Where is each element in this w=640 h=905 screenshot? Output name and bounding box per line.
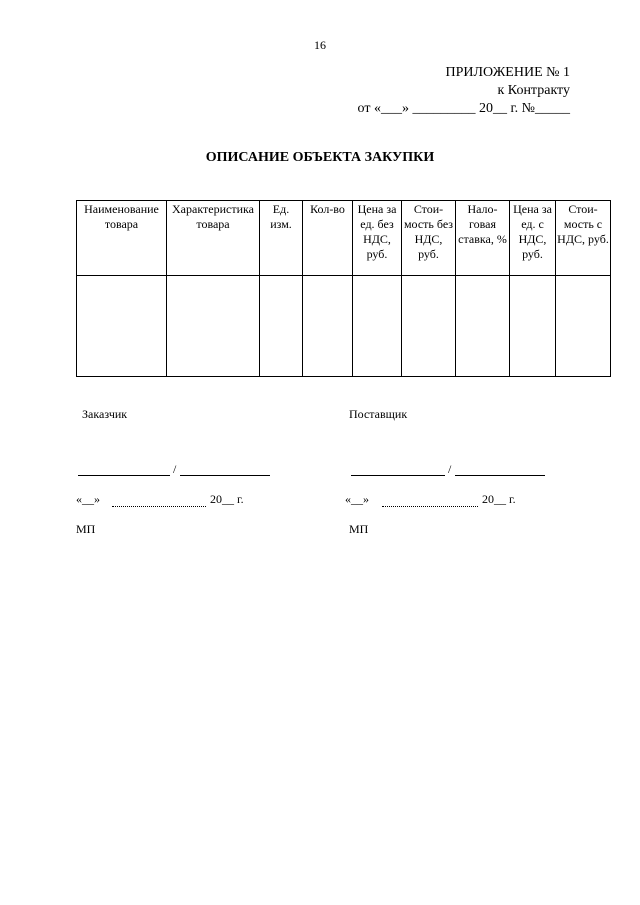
table-cell[interactable] — [167, 276, 260, 377]
page-number: 16 — [314, 38, 326, 52]
header-price-with-vat: Цена за ед. с НДС, руб. — [510, 201, 556, 276]
header-product-name: Наименование товара — [77, 201, 167, 276]
appendix-number: ПРИЛОЖЕНИЕ № 1 — [445, 65, 570, 80]
customer-date-day: «__» — [76, 492, 100, 506]
supplier-signature-slash: / — [448, 462, 452, 476]
header-tax-rate: Нало- говая ставка, % — [456, 201, 510, 276]
supplier-date-year: 20__ г. — [482, 492, 516, 506]
appendix-date-line: от «___» _________ 20__ г. №_____ — [357, 101, 570, 116]
customer-date-month-line[interactable] — [112, 505, 206, 507]
table-cell[interactable] — [303, 276, 353, 377]
procurement-table — [76, 200, 611, 377]
header-characteristics: Характеристика товара — [167, 201, 260, 276]
table-cell[interactable] — [260, 276, 303, 377]
header-quantity: Кол-во — [303, 201, 353, 276]
table-cell[interactable] — [456, 276, 510, 377]
table-header-row — [77, 201, 611, 276]
supplier-stamp: МП — [349, 522, 369, 536]
customer-date-year: 20__ г. — [210, 492, 244, 506]
supplier-signature-line[interactable] — [351, 474, 445, 476]
document-title: ОПИСАНИЕ ОБЪЕКТА ЗАКУПКИ — [205, 150, 435, 165]
supplier-date-day: «__» — [345, 492, 369, 506]
customer-signature-line[interactable] — [78, 474, 170, 476]
supplier-label: Поставщик — [349, 407, 408, 421]
supplier-date-month-line[interactable] — [382, 505, 478, 507]
table-cell[interactable] — [556, 276, 611, 377]
supplier-name-line[interactable] — [455, 474, 545, 476]
header-price-no-vat: Цена за ед. без НДС, руб. — [353, 201, 402, 276]
table-row — [77, 276, 611, 377]
customer-signature-slash: / — [173, 462, 177, 476]
customer-stamp: МП — [76, 522, 96, 536]
appendix-contract: к Контракту — [497, 83, 570, 98]
table-cell[interactable] — [510, 276, 556, 377]
customer-name-line[interactable] — [180, 474, 270, 476]
table-cell[interactable] — [353, 276, 402, 377]
header-cost-with-vat: Стои- мость с НДС, руб. — [556, 201, 611, 276]
table-cell[interactable] — [402, 276, 456, 377]
header-unit: Ед. изм. — [260, 201, 303, 276]
header-cost-no-vat: Стои- мость без НДС, руб. — [402, 201, 456, 276]
table-cell[interactable] — [77, 276, 167, 377]
customer-label: Заказчик — [82, 407, 128, 421]
